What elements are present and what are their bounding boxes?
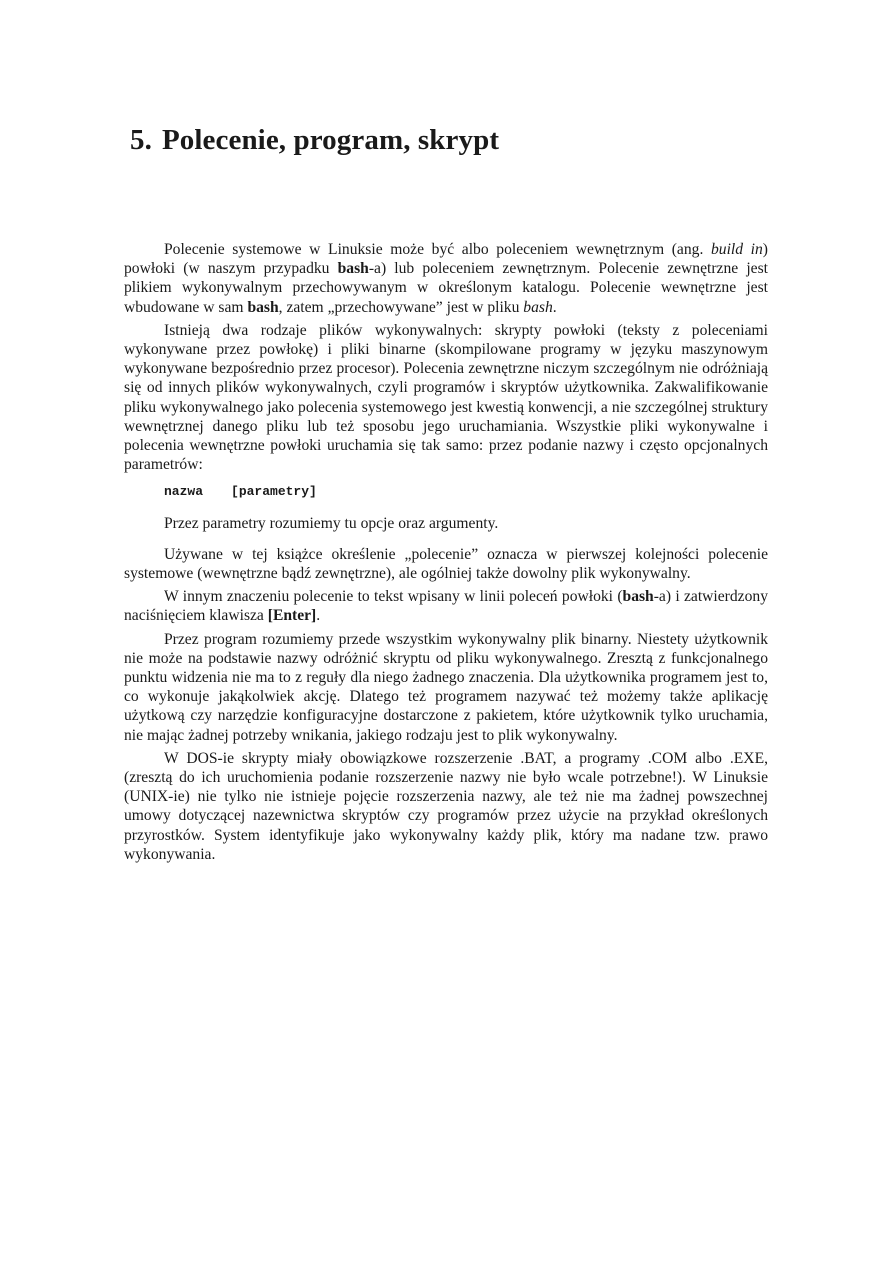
- command-syntax: [164, 482, 768, 501]
- body-text: [124, 240, 768, 864]
- paragraph-1: Polecenie systemowe w Linuksie może być albo poleceniem wewnętrznym (ang. build in) powłoki (w naszym przypadku bash-a) lub poleceniem zewnętrznym. Polecenie zewnętrzne jest plikiem wykonywalnym przechowywanym w określonym katalogu. Polecenie wewnętrzne jest wbudowane w sam bash, zatem „przechowywane” jest w pliku bash.: [124, 241, 768, 316]
- paragraph-3: Przez parametry rozumiemy tu opcje oraz argumenty.: [164, 514, 499, 532]
- paragraph-5: W innym znaczeniu polecenie to tekst wpisany w linii poleceń powłoki (bash-a) i zatwierdzony naciśnięciem klawisza [Enter].: [124, 588, 768, 625]
- italic-term: bash: [523, 298, 553, 316]
- bold-term: bash: [337, 260, 369, 278]
- bold-term: bash: [247, 298, 279, 316]
- paragraph-7: W DOS-ie skrypty miały obowiązkowe rozszerzenie .BAT, a programy .COM albo .EXE, (zresztą do ich uruchomienia podanie rozszerzenie nazwy nie było wcale potrzebne!). W Linuksie (UNIX-ie) nie tylko nie istnieje pojęcie rozszerzenia nazwy, ale też nie ma żadnej powszechnej umowy dotyczącej nazewnictwa skryptów czy programów przez użycie na przykład określonych przyrostków. System identyfikuje jako wykonywalny każdy plik, który ma nadane tzw. prawo wykonywania.: [124, 749, 768, 863]
- paragraph-4: Używane w tej książce określenie „polecenie” oznacza w pierwszej kolejności polecenie systemowe (wewnętrzne bądź zewnętrzne), ale ogólniej także dowolny plik wykonywalny.: [124, 545, 768, 583]
- bold-term: bash: [622, 588, 654, 606]
- chapter-title-text: Polecenie, program, skrypt: [161, 124, 500, 156]
- paragraph-6: Przez program rozumiemy przede wszystkim wykonywalny plik binarny. Niestety użytkownik nie może na podstawie nazwy odróżnić skryptu od pliku wykonywalnego. Zresztą z funkcjonalnego punktu widzenia nie ma to z reguły dla niego żadnego znaczenia. Dla użytkownika programem jest to, co wykonuje jakąkolwiek akcję. Dlatego też programem nazywać też możemy także aplikację użytkową czy narzędzie konfiguracyjne dostarczone z pakietem, które użytkownik tylko uruchamia, nie mając żadnej potrzeby wnikania, jakiego rodzaju jest to plik wykonywalny.: [124, 630, 768, 744]
- paragraph-2: Istnieją dwa rodzaje plików wykonywalnych: skrypty powłoki (teksty z poleceniami wykonywane przez powłokę) i pliki binarne (skompilowane programy w języku maszynowym wykonywane bezpośrednio przez procesor). Polecenia zewnętrzne niczym szczególnym nie odróżniają się od innych plików wykonywalnych, czyli programów i skryptów użytkownika. Zakwalifikowanie pliku wykonywalnego jako polecenia systemowego jest kwestią konwencji, a nie szczególnej struktury wewnętrznej danego pliku lub też sposobu jego uruchamiania. Wszystkie pliki wykonywalne i polecenia wewnętrzne powłoki uruchamia się tak samo: przez podanie nazwy i często opcjonalnych parametrów:: [124, 321, 768, 474]
- chapter-number: 5.: [130, 124, 152, 156]
- chapter-title: [130, 124, 499, 157]
- italic-term: build in: [710, 241, 763, 258]
- key-name: [Enter]: [267, 607, 317, 625]
- command-name: nazwa: [164, 484, 204, 500]
- command-args: [parametry]: [231, 484, 317, 500]
